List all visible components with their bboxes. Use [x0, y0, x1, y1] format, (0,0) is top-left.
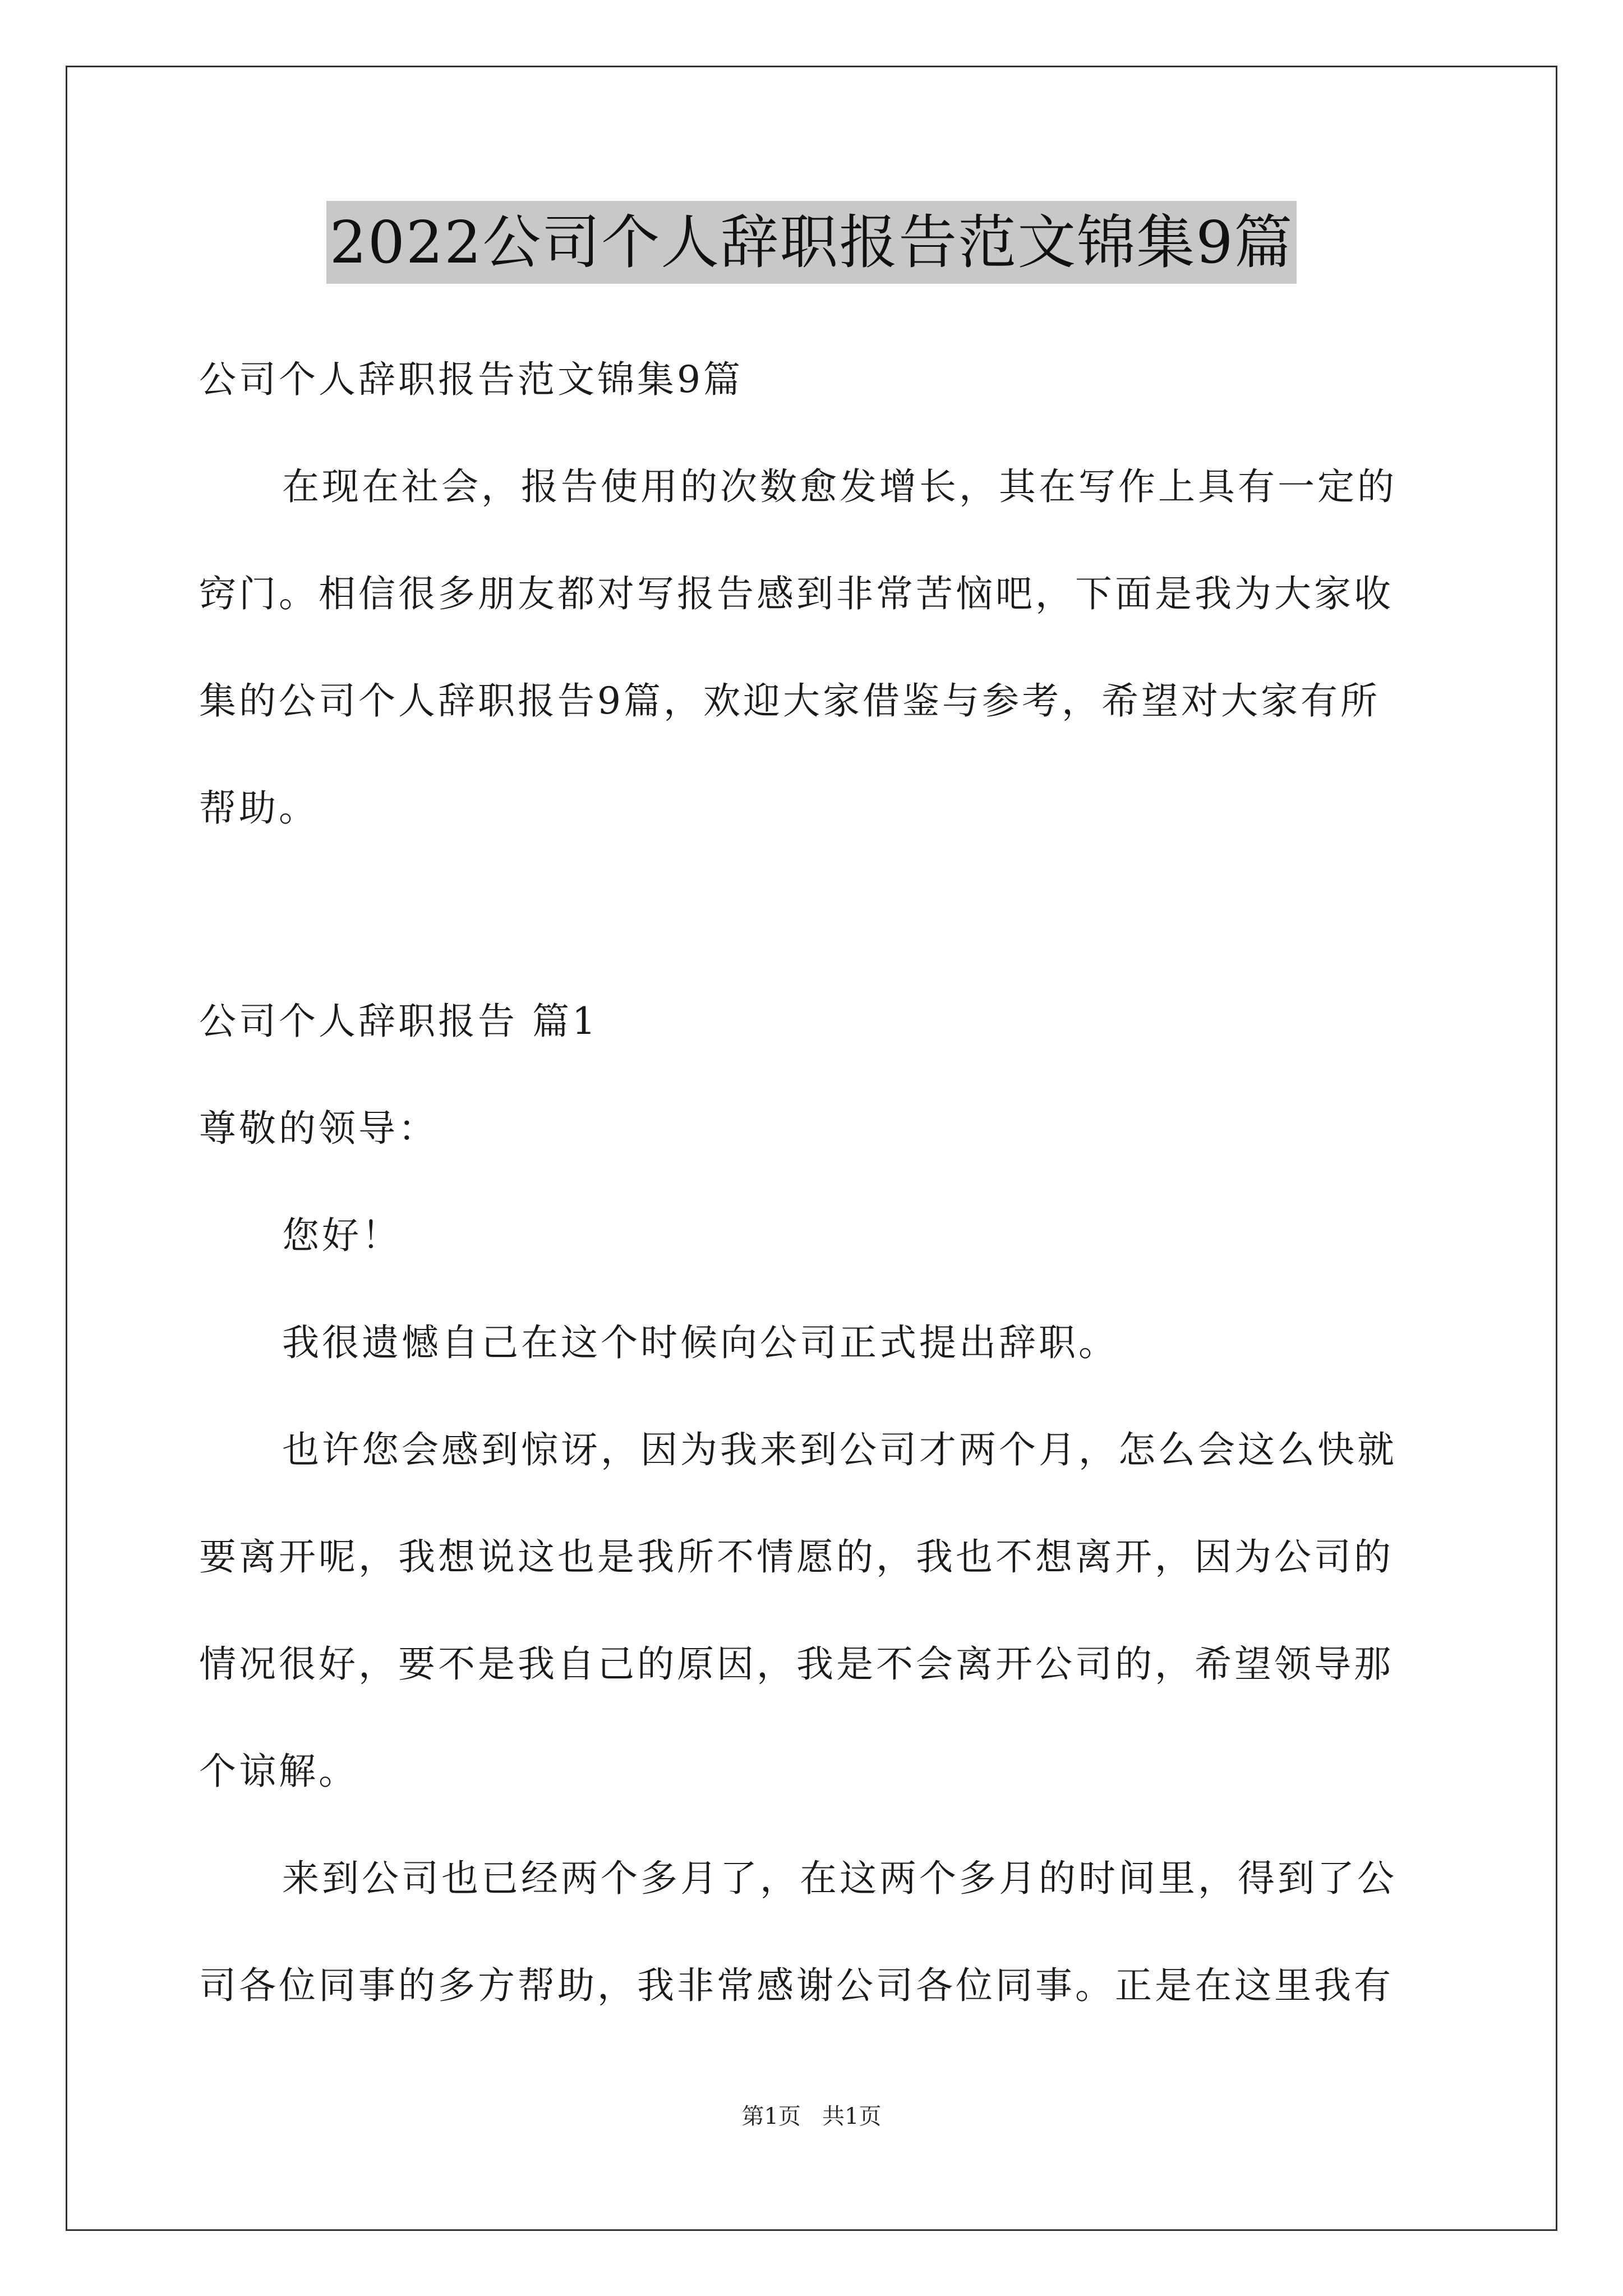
title-container [0, 201, 1623, 284]
body-line: 要离开呢，我想说这也是我所不情愿的，我也不想离开，因为公司的 [199, 1535, 1394, 1579]
body-line: 司各位同事的多方帮助，我非常感谢公司各位同事。正是在这里我有 [199, 1964, 1394, 2007]
section-heading: 公司个人辞职报告 篇1 [199, 1000, 598, 1043]
body-line: 我很遗憾自己在这个时候向公司正式提出辞职。 [282, 1321, 1118, 1364]
body-line: 情况很好，要不是我自己的原因，我是不会离开公司的，希望领导那 [199, 1642, 1394, 1686]
document-title: 2022公司个人辞职报告范文锦集9篇 [326, 201, 1297, 284]
salutation: 尊敬的领导： [199, 1107, 438, 1150]
body-line: 也许您会感到惊讶，因为我来到公司才两个月，怎么会这么快就 [282, 1428, 1397, 1471]
body-line: 窍门。相信很多朋友都对写报告感到非常苦恼吧，下面是我为大家收 [199, 572, 1394, 615]
body-line: 集的公司个人辞职报告9篇，欢迎大家借鉴与参考，希望对大家有所 [199, 679, 1380, 723]
body-line: 来到公司也已经两个多月了，在这两个多月的时间里，得到了公 [282, 1857, 1397, 1900]
document-subtitle: 公司个人辞职报告范文锦集9篇 [199, 358, 743, 401]
greeting: 您好！ [282, 1214, 402, 1257]
page-footer: 第1页 共1页 [741, 2104, 882, 2129]
body-line: 在现在社会，报告使用的次数愈发增长，其在写作上具有一定的 [282, 465, 1397, 508]
body-line: 个谅解。 [199, 1750, 358, 1793]
body-line: 帮助。 [199, 786, 319, 830]
